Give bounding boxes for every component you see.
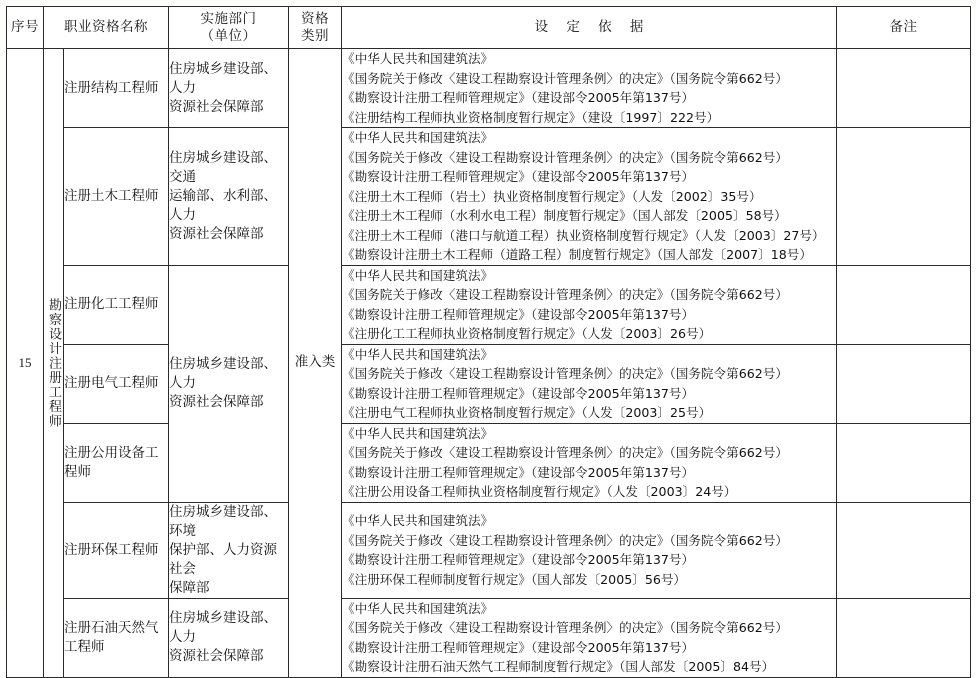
cell-department	[169, 502, 289, 598]
basis-line: 《注册公用设备工程师执业资格制度暂行规定》（人发〔2003〕24号）	[342, 484, 737, 499]
basis-line: 《注册土木工程师（水利水电工程）制度暂行规定》（国人部发〔2005〕58号）	[342, 208, 787, 223]
basis-line: 《中华人民共和国建筑法》	[342, 130, 494, 145]
basis-line: 《注册环保工程师制度暂行规定》（国人部发〔2005〕56号）	[342, 571, 687, 587]
basis-line: 《勘察设计注册工程师管理规定》（建设部令2005年第137号）	[342, 90, 695, 105]
basis-line: 《中华人民共和国建筑法》	[342, 51, 494, 66]
dept-line: 运输部、水利部、人力	[169, 187, 277, 223]
dept-line: 保护部、人力资源社会	[169, 541, 277, 577]
cell-basis	[342, 502, 837, 598]
table-row	[7, 423, 971, 502]
basis-line: 《勘察设计注册工程师管理规定》（建设部令2005年第137号）	[342, 639, 695, 655]
cell-qualification-name: 注册化工工程师	[64, 265, 169, 344]
header-row	[7, 7, 971, 49]
dept-line: 住房城乡建设部、人力	[169, 610, 277, 645]
dept-line: 资源社会保障部	[169, 98, 264, 115]
cell-qualification-name: 注册结构工程师	[64, 49, 169, 128]
name-line: 工程师	[64, 638, 105, 655]
basis-line: 《勘察设计注册工程师管理规定》（建设部令2005年第137号）	[342, 552, 695, 567]
basis-line: 《勘察设计注册工程师管理规定》（建设部令2005年第137号）	[342, 169, 695, 184]
header-seq: 序号	[7, 7, 44, 49]
cell-qualification-name	[64, 598, 169, 677]
table-body	[7, 49, 971, 678]
table-row	[7, 265, 971, 344]
basis-line: 《中华人民共和国建筑法》	[342, 600, 494, 616]
cell-remark	[837, 49, 971, 128]
table-row	[7, 344, 971, 423]
cell-department	[169, 265, 289, 502]
basis-line: 《国务院关于修改〈建设工程勘察设计管理条例〉的决定》（国务院令第662号）	[342, 532, 788, 548]
header-remark: 备注	[837, 7, 971, 49]
cell-department	[169, 128, 289, 266]
occupational-qualification-table	[6, 6, 971, 678]
dept-line: 住房城乡建设部、人力	[169, 60, 277, 96]
cell-remark	[837, 502, 971, 598]
table-row	[7, 49, 971, 128]
header-name: 职业资格名称	[44, 7, 169, 49]
cell-remark	[837, 598, 971, 677]
header-dept	[169, 7, 289, 49]
dept-line: 资源社会保障部	[169, 648, 264, 664]
basis-line: 《勘察设计注册工程师管理规定》（建设部令2005年第137号）	[342, 385, 695, 401]
header-basis: 设 定 依 据	[342, 7, 837, 49]
basis-line: 《国务院关于修改〈建设工程勘察设计管理条例〉的决定》（国务院令第662号）	[342, 287, 788, 302]
cell-qualification-name: 注册土木工程师	[64, 128, 169, 266]
basis-line: 《国务院关于修改〈建设工程勘察设计管理条例〉的决定》（国务院令第662号）	[342, 620, 788, 635]
dept-line: 资源社会保障部	[169, 394, 264, 410]
cell-remark	[837, 344, 971, 423]
basis-line: 《中华人民共和国建筑法》	[342, 346, 494, 362]
name-line: 注册公用设备工	[64, 444, 159, 461]
header-dept-line2: （单位）	[200, 27, 257, 44]
cell-basis	[342, 423, 837, 502]
header-category	[289, 7, 342, 49]
basis-line: 《中华人民共和国建筑法》	[342, 513, 494, 528]
basis-line: 《注册土木工程师（岩土）执业资格制度暂行规定》（人发〔2002〕35号）	[342, 188, 762, 204]
header-category-line1: 资格	[301, 10, 329, 27]
basis-line: 《国务院关于修改〈建设工程勘察设计管理条例〉的决定》（国务院令第662号）	[342, 149, 788, 165]
group-name-vertical-text: 勘察设计注册工程师	[46, 297, 61, 428]
cell-basis	[342, 598, 837, 677]
header-category-line2: 类别	[301, 27, 329, 44]
dept-line: 住房城乡建设部、环境	[169, 503, 277, 539]
cell-category: 准入类	[289, 49, 342, 678]
dept-line: 住房城乡建设部、人力	[169, 356, 277, 391]
basis-line: 《国务院关于修改〈建设工程勘察设计管理条例〉的决定》（国务院令第662号）	[342, 366, 788, 381]
basis-line: 《注册电气工程师执业资格制度暂行规定》（人发〔2003〕25号）	[342, 405, 712, 420]
basis-line: 《国务院关于修改〈建设工程勘察设计管理条例〉的决定》（国务院令第662号）	[342, 445, 788, 460]
basis-line: 《国务院关于修改〈建设工程勘察设计管理条例〉的决定》（国务院令第662号）	[342, 70, 788, 86]
cell-qualification-name	[64, 423, 169, 502]
cell-remark	[837, 423, 971, 502]
basis-line: 《勘察设计注册土木工程师（道路工程）制度暂行规定》（国人部发〔2007〕18号）	[342, 247, 812, 262]
basis-line: 《勘察设计注册工程师管理规定》（建设部令2005年第137号）	[342, 306, 695, 322]
cell-basis	[342, 49, 837, 128]
basis-line: 《注册化工工程师执业资格制度暂行规定》（人发〔2003〕26号）	[342, 326, 712, 341]
cell-qualification-name: 注册环保工程师	[64, 502, 169, 598]
cell-basis	[342, 128, 837, 266]
cell-remark	[837, 265, 971, 344]
cell-seq: 15	[7, 49, 44, 678]
name-line: 注册石油天然气	[64, 619, 159, 636]
name-line: 程师	[64, 463, 91, 480]
table-row	[7, 128, 971, 266]
table-row	[7, 598, 971, 677]
dept-line: 保障部	[169, 579, 210, 596]
basis-line: 《注册土木工程师（港口与航道工程）执业资格制度暂行规定》（人发〔2003〕27号）	[342, 227, 825, 243]
basis-line: 《中华人民共和国建筑法》	[342, 267, 494, 283]
basis-line: 《中华人民共和国建筑法》	[342, 425, 494, 441]
basis-line: 《注册结构工程师执业资格制度暂行规定》（建设〔1997〕222号）	[342, 109, 720, 125]
basis-line: 《勘察设计注册石油天然气工程师制度暂行规定》（国人部发〔2005〕84号）	[342, 659, 775, 674]
table-header	[7, 7, 971, 49]
header-dept-line1: 实施部门	[200, 10, 257, 27]
cell-group-name	[44, 49, 64, 678]
dept-line: 资源社会保障部	[169, 225, 264, 242]
cell-remark	[837, 128, 971, 266]
basis-line: 《勘察设计注册工程师管理规定》（建设部令2005年第137号）	[342, 464, 695, 480]
dept-line: 住房城乡建设部、交通	[169, 149, 277, 185]
table-row	[7, 502, 971, 598]
cell-qualification-name: 注册电气工程师	[64, 344, 169, 423]
cell-basis	[342, 265, 837, 344]
cell-department	[169, 598, 289, 677]
cell-basis	[342, 344, 837, 423]
cell-department	[169, 49, 289, 128]
